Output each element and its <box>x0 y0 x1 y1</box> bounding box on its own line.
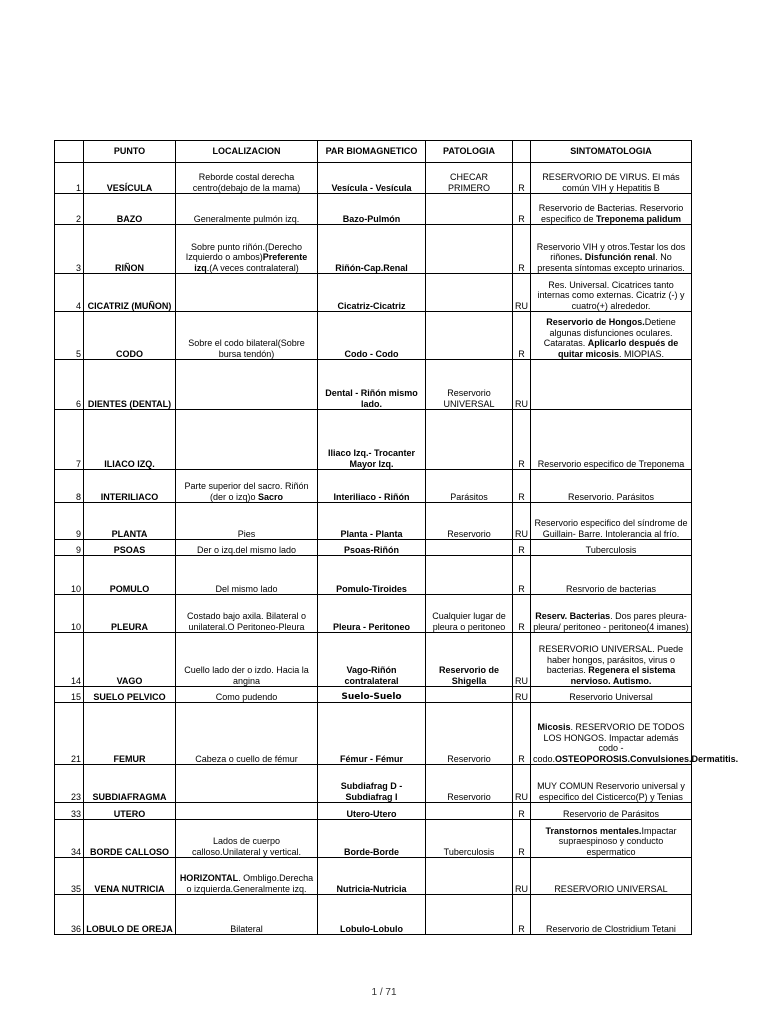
patologia-cell <box>426 803 513 820</box>
sintomatologia-cell <box>531 194 692 225</box>
header-sintomatologia: SINTOMATOLOGIA <box>531 141 692 163</box>
punto-cell: PLANTA <box>84 503 176 540</box>
reservorio-type-cell: RU <box>513 503 531 540</box>
table-row <box>55 503 692 540</box>
par-biomagnetico-cell: Nutricia-Nutricia <box>318 858 426 895</box>
localizacion-cell <box>176 163 318 194</box>
row-number: 7 <box>55 410 84 470</box>
par-biomagnetico-cell: Psoas-Riñón <box>318 540 426 556</box>
row-number: 9 <box>55 503 84 540</box>
reservorio-type-cell: R <box>513 895 531 935</box>
sintomatologia-cell-segment: . No presenta síntomas excepto urinarios. <box>537 252 685 273</box>
punto-cell: INTERILIACO <box>84 470 176 503</box>
sintomatologia-cell-segment: RESERVORIO UNIVERSAL <box>554 883 668 894</box>
sintomatologia-cell <box>531 503 692 540</box>
row-number: 10 <box>55 595 84 633</box>
punto-cell: CICATRIZ (MUÑON) <box>84 274 176 312</box>
patologia-cell <box>426 858 513 895</box>
par-biomagnetico-cell: Codo - Codo <box>318 312 426 360</box>
localizacion-cell-segment: Cuello lado der o izdo. Hacia la angina <box>184 665 309 686</box>
sintomatologia-cell <box>531 858 692 895</box>
localizacion-cell <box>176 820 318 858</box>
sintomatologia-cell <box>531 540 692 556</box>
par-biomagnetico-cell: Interiliaco - Riñón <box>318 470 426 503</box>
sintomatologia-cell-segment: Reservorio de Clostridium Tetani <box>546 923 676 934</box>
localizacion-cell <box>176 225 318 274</box>
par-biomagnetico-cell: Utero-Utero <box>318 803 426 820</box>
reservorio-type-cell: RU <box>513 858 531 895</box>
sintomatologia-cell <box>531 410 692 470</box>
reservorio-type-cell: R <box>513 595 531 633</box>
localizacion-cell <box>176 703 318 765</box>
row-number: 15 <box>55 687 84 703</box>
row-number: 8 <box>55 470 84 503</box>
par-biomagnetico-cell: Iliaco Izq.- Trocanter Mayor Izq. <box>318 410 426 470</box>
reservorio-type-cell: R <box>513 803 531 820</box>
sintomatologia-cell-segment: Aplicarlo después de quitar micosis <box>557 338 679 359</box>
table-row <box>55 803 692 820</box>
sintomatologia-cell <box>531 470 692 503</box>
localizacion-cell <box>176 360 318 410</box>
sintomatologia-cell-segment: Tuberculosis <box>585 544 637 555</box>
patologia-cell: CHECAR PRIMERO <box>426 163 513 194</box>
table-row <box>55 225 692 274</box>
row-number: 2 <box>55 194 84 225</box>
localizacion-cell <box>176 503 318 540</box>
row-number: 14 <box>55 633 84 687</box>
punto-cell: FEMUR <box>84 703 176 765</box>
sintomatologia-cell <box>531 312 692 360</box>
localizacion-cell-segment: . Ombligo.Derecha o izquierda.Generalmente izq. <box>186 873 314 894</box>
localizacion-cell <box>176 595 318 633</box>
row-number: 1 <box>55 163 84 194</box>
sintomatologia-cell-segment: Reservorio de Bacterias. Reservorio especifico de <box>538 203 684 224</box>
patologia-cell: Reservorio <box>426 503 513 540</box>
patologia-cell <box>426 312 513 360</box>
row-number: 3 <box>55 225 84 274</box>
sintomatologia-cell <box>531 360 692 410</box>
sintomatologia-cell-segment: Reservorio de Hongos. <box>546 317 645 327</box>
sintomatologia-cell-segment: Reservorio VIH y otros.Testar los dos riñones <box>536 241 686 262</box>
table-row <box>55 194 692 225</box>
punto-cell: VENA NUTRICIA <box>84 858 176 895</box>
localizacion-cell <box>176 410 318 470</box>
reservorio-type-cell: RU <box>513 633 531 687</box>
punto-cell: DIENTES (DENTAL) <box>84 360 176 410</box>
reservorio-type-cell: RU <box>513 360 531 410</box>
table-row <box>55 895 692 935</box>
par-biomagnetico-cell: Lobulo-Lobulo <box>318 895 426 935</box>
sintomatologia-cell <box>531 556 692 595</box>
localizacion-cell-segment: .(A veces contralateral) <box>206 262 299 273</box>
par-biomagnetico-cell: Vago-Riñón contralateral <box>318 633 426 687</box>
reservorio-type-cell: R <box>513 312 531 360</box>
row-number: 5 <box>55 312 84 360</box>
punto-cell: VAGO <box>84 633 176 687</box>
reservorio-type-cell: R <box>513 225 531 274</box>
localizacion-cell-segment: Sacro <box>258 491 284 502</box>
sintomatologia-cell-segment: Impactar supraespinoso y conducto espermatico <box>558 825 677 857</box>
localizacion-cell-segment: Pies <box>237 528 256 539</box>
punto-cell: VESÍCULA <box>84 163 176 194</box>
reservorio-type-cell: RU <box>513 765 531 803</box>
punto-cell: BORDE CALLOSO <box>84 820 176 858</box>
par-biomagnetico-cell: Subdiafrag D - Subdiafrag I <box>318 765 426 803</box>
sintomatologia-cell-segment: . RESERVORIO DE TODOS LOS HONGOS. Impactar además codo - codo. <box>533 722 685 764</box>
par-biomagnetico-cell: Cicatriz-Cicatriz <box>318 274 426 312</box>
localizacion-cell <box>176 274 318 312</box>
localizacion-cell-segment: Parte superior del sacro. Riñón (der o izq)o <box>184 481 309 502</box>
sintomatologia-cell <box>531 895 692 935</box>
patologia-cell <box>426 895 513 935</box>
punto-cell: ILIACO IZQ. <box>84 410 176 470</box>
table-row <box>55 687 692 703</box>
punto-cell: LOBULO DE OREJA <box>84 895 176 935</box>
sintomatologia-cell-segment: Reservorio especifico del síndrome de Guillain- Barre. Intolerancia al frío. <box>534 518 688 539</box>
patologia-cell: Reservorio <box>426 703 513 765</box>
reservorio-type-cell: R <box>513 703 531 765</box>
header-localizacion: LOCALIZACION <box>176 141 318 163</box>
row-number: 36 <box>55 895 84 935</box>
row-number: 4 <box>55 274 84 312</box>
sintomatologia-cell <box>531 274 692 312</box>
patologia-cell: Reservorio UNIVERSAL <box>426 360 513 410</box>
localizacion-cell <box>176 803 318 820</box>
patologia-cell <box>426 540 513 556</box>
localizacion-cell-segment: Sobre punto riñón.(Derecho Izquierdo o ambos) <box>185 241 303 262</box>
sintomatologia-cell <box>531 765 692 803</box>
sintomatologia-cell-segment: Reservorio especifico de Treponema <box>537 458 685 469</box>
reservorio-type-cell: R <box>513 163 531 194</box>
sintomatologia-cell-segment: Reserv. Bacterias <box>535 611 611 621</box>
sintomatologia-cell-segment: OSTEOPOROSIS.Convulsiones.Dermatitis. <box>555 753 739 764</box>
sintomatologia-cell-segment: RESERVORIO DE VIRUS. El más común VIH y Hepatitis B <box>542 172 680 193</box>
patologia-cell <box>426 410 513 470</box>
par-biomagnetico-cell: Suelo-Suelo <box>318 687 426 703</box>
patologia-cell <box>426 556 513 595</box>
par-biomagnetico-cell: Borde-Borde <box>318 820 426 858</box>
localizacion-cell-segment: Der o izq.del mismo lado <box>196 544 297 555</box>
sintomatologia-cell <box>531 703 739 765</box>
row-number: 23 <box>55 765 84 803</box>
par-biomagnetico-cell: Bazo-Pulmón <box>318 194 426 225</box>
localizacion-cell <box>176 312 318 360</box>
table-row <box>55 703 692 765</box>
reservorio-type-cell: R <box>513 194 531 225</box>
sintomatologia-cell-segment: Reservorio Universal <box>569 691 653 702</box>
row-number: 35 <box>55 858 84 895</box>
reservorio-type-cell: R <box>513 470 531 503</box>
patologia-cell: Cualquier lugar de pleura o peritoneo <box>426 595 513 633</box>
par-biomagnetico-cell: Pleura - Peritoneo <box>318 595 426 633</box>
patologia-cell: Reservorio de Shigella <box>426 633 513 687</box>
patologia-cell: Tuberculosis <box>426 820 513 858</box>
reservorio-type-cell: RU <box>513 687 531 703</box>
sintomatologia-cell <box>531 820 692 858</box>
table-row <box>55 360 692 410</box>
localizacion-cell-segment: HORIZONTAL <box>179 873 239 883</box>
table-row <box>55 820 692 858</box>
sintomatologia-cell-segment: Reservorio. Parásitos <box>567 491 655 502</box>
localizacion-cell-segment: Reborde costal derecha centro(debajo de la mama) <box>192 172 301 193</box>
punto-cell: CODO <box>84 312 176 360</box>
row-number: 9 <box>55 540 84 556</box>
localizacion-cell-segment: Generalmente pulmón izq. <box>193 213 300 224</box>
localizacion-cell <box>176 687 318 703</box>
punto-cell: UTERO <box>84 803 176 820</box>
page-number: 1 / 71 <box>371 987 397 998</box>
par-biomagnetico-cell: Planta - Planta <box>318 503 426 540</box>
localizacion-cell <box>176 858 318 895</box>
reservorio-type-cell: R <box>513 540 531 556</box>
sintomatologia-cell-segment: Resrvorio de bacterias <box>565 583 657 594</box>
punto-cell: PSOAS <box>84 540 176 556</box>
row-number: 10 <box>55 556 84 595</box>
localizacion-cell-segment: Sobre el codo bilateral(Sobre bursa tendón) <box>188 338 305 359</box>
row-number: 34 <box>55 820 84 858</box>
localizacion-cell-segment: Costado bajo axila. Bilateral o unilateral.O Peritoneo-Pleura <box>186 611 307 632</box>
header-patologia: PATOLOGIA <box>426 141 513 163</box>
localizacion-cell-segment: Cabeza o cuello de fémur <box>195 753 298 764</box>
table-row <box>55 556 692 595</box>
table-row <box>55 633 692 687</box>
localizacion-cell-segment: Lados de cuerpo calloso.Unilateral y vertical. <box>191 836 302 857</box>
row-number: 6 <box>55 360 84 410</box>
punto-cell: SUBDIAFRAGMA <box>84 765 176 803</box>
table-row <box>55 540 692 556</box>
localizacion-cell <box>176 470 318 503</box>
sintomatologia-cell-segment: Treponema palidum <box>596 213 682 224</box>
sintomatologia-cell <box>531 633 692 687</box>
sintomatologia-cell <box>531 595 692 633</box>
reservorio-type-cell: R <box>513 820 531 858</box>
par-biomagnetico-cell: Riñón-Cap.Renal <box>318 225 426 274</box>
sintomatologia-cell-segment: . MIOPIAS. <box>619 348 665 359</box>
par-biomagnetico-cell: Fémur - Fémur <box>318 703 426 765</box>
row-number: 21 <box>55 703 84 765</box>
sintomatologia-cell-segment: Micosis <box>537 722 571 732</box>
header-tipo <box>513 141 531 163</box>
sintomatologia-cell-segment: Reservorio de Parásitos <box>562 808 660 819</box>
patologia-cell <box>426 274 513 312</box>
sintomatologia-cell-segment: Regenera el sistema nervioso. Autismo. <box>570 665 676 686</box>
header-row <box>55 141 692 163</box>
sintomatologia-cell <box>531 803 692 820</box>
localizacion-cell-segment: Del mismo lado <box>215 583 278 594</box>
punto-cell: BAZO <box>84 194 176 225</box>
patologia-cell <box>426 194 513 225</box>
row-number: 33 <box>55 803 84 820</box>
punto-cell: SUELO PELVICO <box>84 687 176 703</box>
table-row <box>55 163 692 194</box>
punto-cell: RIÑON <box>84 225 176 274</box>
table-row <box>55 274 692 312</box>
biomagnetic-pairs-table <box>54 140 739 935</box>
patologia-cell <box>426 687 513 703</box>
localizacion-cell <box>176 540 318 556</box>
sintomatologia-cell <box>531 225 692 274</box>
sintomatologia-cell-segment: RESERVORIO UNIVERSAL. Puede haber hongos, parásitos, virus o bacterias. <box>538 644 684 675</box>
sintomatologia-cell-segment: Res. Universal. Cicatrices tanto internas como externas. Cicatriz (-) y cuatro(+) alrededor. <box>537 279 685 311</box>
table-row <box>55 410 692 470</box>
table-row <box>55 470 692 503</box>
patologia-cell: Parásitos <box>426 470 513 503</box>
header-par-biomagnetico: PAR BIOMAGNETICO <box>318 141 426 163</box>
sintomatologia-cell-segment: . Dos pares pleura-pleura/ peritoneo - peritoneo(4 imanes) <box>533 611 689 632</box>
localizacion-cell <box>176 895 318 935</box>
sintomatologia-cell-segment: Transtornos mentales. <box>545 825 642 836</box>
reservorio-type-cell: RU <box>513 274 531 312</box>
header-punto: PUNTO <box>84 141 176 163</box>
localizacion-cell-segment: Como pudendo <box>215 691 278 702</box>
sintomatologia-cell-segment: Detiene algunas disfunciones oculares. Cataratas. <box>543 317 676 348</box>
par-biomagnetico-cell: Dental - Riñón mismo lado. <box>318 360 426 410</box>
table-row <box>55 858 692 895</box>
patologia-cell <box>426 225 513 274</box>
localizacion-cell <box>176 194 318 225</box>
localizacion-cell <box>176 633 318 687</box>
localizacion-cell-segment: Bilateral <box>230 923 263 934</box>
localizacion-cell <box>176 556 318 595</box>
reservorio-type-cell: R <box>513 556 531 595</box>
punto-cell: POMULO <box>84 556 176 595</box>
header-num <box>55 141 84 163</box>
par-biomagnetico-cell: Vesícula - Vesícula <box>318 163 426 194</box>
localizacion-cell <box>176 765 318 803</box>
sintomatologia-cell-segment: MUY COMUN Reservorio universal y especifico del Cisticerco(P) y Tenias <box>537 781 685 802</box>
sintomatologia-cell-segment: . Disfunción renal <box>579 252 656 262</box>
sintomatologia-cell <box>531 687 692 703</box>
table-row <box>55 595 692 633</box>
patologia-cell: Reservorio <box>426 765 513 803</box>
table-row <box>55 312 692 360</box>
table-row <box>55 765 692 803</box>
sintomatologia-cell <box>531 163 692 194</box>
par-biomagnetico-cell: Pomulo-Tiroides <box>318 556 426 595</box>
localizacion-cell-segment: Preferente izq <box>194 252 308 273</box>
reservorio-type-cell: R <box>513 410 531 470</box>
punto-cell: PLEURA <box>84 595 176 633</box>
